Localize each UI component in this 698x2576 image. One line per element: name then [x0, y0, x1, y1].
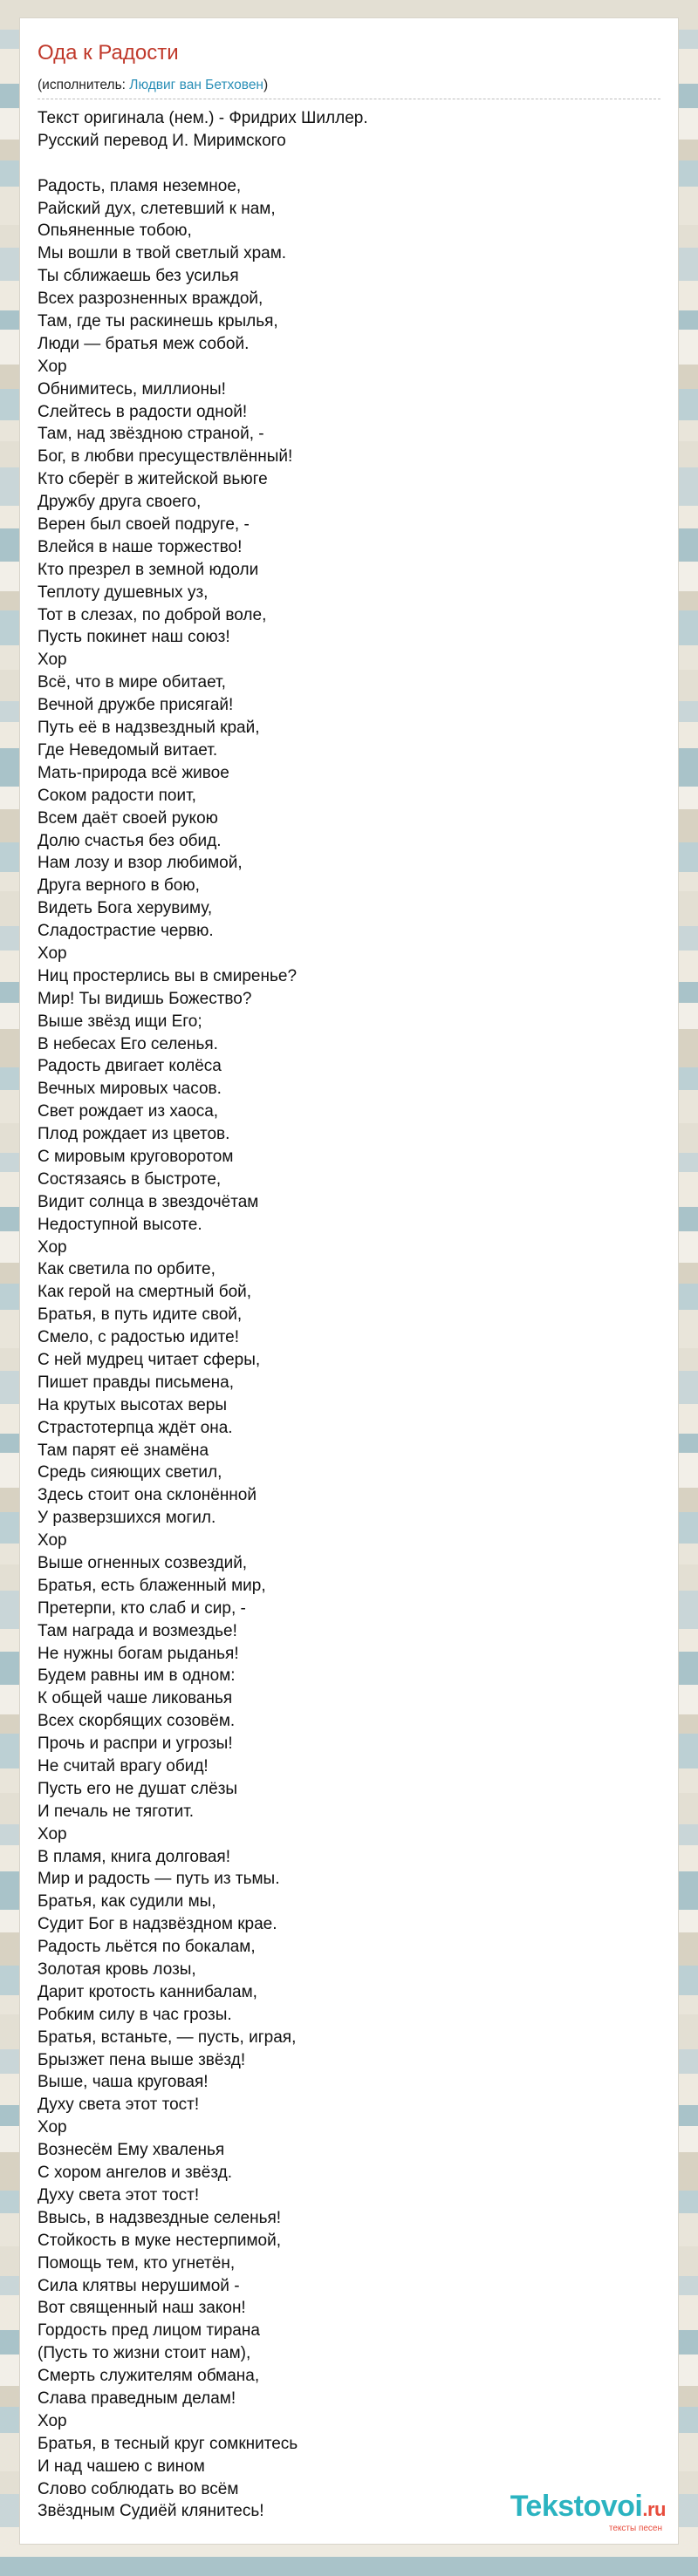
lyric-line: Там парят её знамёна — [38, 1441, 209, 1460]
lyric-line: Где Неведомый витает. — [38, 740, 218, 760]
lyric-line: Мир и радость — путь из тьмы. — [38, 1870, 280, 1889]
logo-brand — [510, 2491, 666, 2525]
performer-prefix: (исполнитель: — [38, 78, 130, 92]
lyric-line: Здесь стоит она склонённой — [38, 1486, 257, 1505]
lyric-line: В пламя, книга долговая! — [38, 1847, 230, 1866]
lyric-line: И над чашею с вином — [38, 2457, 205, 2476]
logo-brand-name: Tekstovoi — [510, 2490, 643, 2523]
lyric-line: Видит солнца в звездочётам — [38, 1192, 259, 1211]
logo-tld: .ru — [642, 2498, 666, 2520]
lyric-line: Мать-природа всё живое — [38, 763, 229, 782]
lyric-line: Не нужны богам рыданья! — [38, 1644, 239, 1663]
lyric-line: Хор — [38, 1531, 67, 1550]
lyric-line: Хор — [38, 1824, 67, 1843]
lyric-line: Кто сберёг в житейской вьюге — [38, 470, 268, 489]
lyric-line: Верен был своей подруге, - — [38, 515, 250, 535]
lyric-line: К общей чаше ликованья — [38, 1689, 233, 1708]
lyric-line: Помощь тем, кто угнетён, — [38, 2253, 236, 2273]
lyric-line: Слейтесь в радости одной! — [38, 402, 248, 421]
lyric-line: Хор — [38, 944, 67, 963]
lyric-line — [38, 153, 368, 175]
lyric-line: Люди — братья меж собой. — [38, 334, 250, 353]
lyric-line: Всё, что в мире обитает, — [38, 673, 226, 692]
performer-suffix: ) — [263, 78, 269, 92]
lyric-line: Страстотерпца ждёт она. — [38, 1418, 233, 1437]
lyric-line: Бог, в любви пресуществлённый! — [38, 447, 293, 467]
lyric-line: Брызжет пена выше звёзд! — [38, 2050, 246, 2069]
lyric-line: Текст оригинала (нем.) - Фридрих Шиллер. — [38, 109, 368, 127]
lyric-line: Вознесём Ему хваленья — [38, 2141, 225, 2160]
lyric-line: Вечной дружбе присягай! — [38, 696, 234, 715]
lyric-line: Братья, в путь идите свой, — [38, 1305, 243, 1325]
lyric-line: Сладострастие червю. — [38, 922, 214, 941]
logo-tagline: тексты песен — [608, 2524, 662, 2533]
lyric-line: С хором ангелов и звёзд. — [38, 2164, 232, 2183]
lyric-line: Смерть служителям обмана, — [38, 2367, 260, 2386]
lyric-line: Братья, как судили мы, — [38, 1892, 216, 1912]
lyric-line: Хор — [38, 2411, 67, 2430]
lyric-line: Состязаясь в быстроте, — [38, 1169, 222, 1189]
lyric-line: Мы вошли в твой светлый храм. — [38, 244, 287, 263]
lyrics-card — [19, 17, 679, 2545]
lyric-line: У разверзшихся могил. — [38, 1509, 216, 1528]
lyric-line: Теплоту душевных уз, — [38, 583, 209, 602]
lyric-line: С ней мудрец читает сферы, — [38, 1350, 261, 1369]
lyric-line: Пишет правды письмена, — [38, 1373, 235, 1392]
lyric-line: Влейся в наше торжество! — [38, 537, 243, 556]
lyric-line: Братья, есть блаженный мир, — [38, 1576, 266, 1595]
lyric-line: Всех скорбящих созовём. — [38, 1712, 236, 1731]
artist-link[interactable]: Людвиг ван Бетховен — [129, 78, 263, 92]
lyric-line: Стойкость в муке нестерпимой, — [38, 2231, 281, 2250]
lyric-line: Там награда и возмездье! — [38, 1621, 237, 1640]
lyric-line: Дарит кротость каннибалам, — [38, 1982, 257, 2001]
performer-line — [38, 78, 268, 93]
lyric-line: Будем равны им в одном: — [38, 1666, 236, 1686]
lyric-line: Духу света этот тост! — [38, 2096, 200, 2115]
lyric-line: Там, над звёздною страной, - — [38, 425, 264, 444]
lyric-line: Золотая кровь лозы, — [38, 1960, 196, 1980]
lyric-line: Пусть его не душат слёзы — [38, 1779, 238, 1798]
site-logo[interactable] — [510, 2491, 666, 2533]
lyric-line: Выше огненных созвездий, — [38, 1554, 248, 1572]
lyric-line: Русский перевод И. Миримского — [38, 131, 286, 150]
lyric-line: Смело, с радостью идите! — [38, 1328, 239, 1347]
lyric-line: Выше звёзд ищи Его; — [38, 1012, 202, 1031]
lyric-line: Дружбу друга своего, — [38, 493, 202, 512]
lyric-line: На крутых высотах веры — [38, 1395, 227, 1414]
lyric-line: Слово соблюдать во всём — [38, 2479, 239, 2498]
lyric-line: Пусть покинет наш союз! — [38, 628, 230, 647]
lyric-line: Долю счастья без обид. — [38, 831, 222, 850]
lyric-line: Вечных мировых часов. — [38, 1080, 222, 1099]
lyric-line: Хор — [38, 1237, 67, 1257]
lyric-line: Недоступной высоте. — [38, 1215, 202, 1234]
lyric-line: Хор — [38, 651, 67, 670]
lyric-line: Всем даёт своей рукою — [38, 808, 218, 828]
lyric-line: Судит Бог в надзвёздном крае. — [38, 1915, 277, 1934]
lyric-line: Радость льётся по бокалам, — [38, 1938, 256, 1957]
lyric-line: Друга верного в бою, — [38, 876, 200, 896]
lyric-line: Соком радости поит, — [38, 786, 196, 805]
lyric-line: Ниц простерлись вы в смиренье? — [38, 966, 298, 985]
lyric-line: (Пусть то жизни стоит нам), — [38, 2344, 251, 2363]
lyric-line: Как светила по орбите, — [38, 1260, 216, 1279]
lyric-line: Сила клятвы нерушимой - — [38, 2276, 240, 2295]
lyric-line: Радость, пламя неземное, — [38, 176, 242, 195]
lyric-line: Вот священный наш закон! — [38, 2299, 246, 2318]
lyric-line: Робким силу в час грозы. — [38, 2005, 232, 2024]
lyric-line: Видеть Бога херувиму, — [38, 899, 213, 918]
lyric-line: Свет рождает из хаоса, — [38, 1102, 219, 1121]
lyric-line: Мир! Ты видишь Божество? — [38, 989, 252, 1008]
song-title: Ода к Радости — [38, 41, 179, 65]
lyric-line: Тот в слезах, по доброй воле, — [38, 605, 267, 624]
lyric-line: Всех разрозненных враждой, — [38, 290, 263, 309]
lyric-line: Братья, в тесный круг сомкнитесь — [38, 2434, 298, 2453]
lyric-line: Обнимитесь, миллионы! — [38, 379, 226, 399]
lyric-line: Путь её в надзвездный край, — [38, 719, 260, 738]
lyric-line: Не считай врагу обид! — [38, 1757, 209, 1776]
lyric-line: Ввысь, в надзвездные селенья! — [38, 2208, 282, 2227]
lyric-line: С мировым круговоротом — [38, 1147, 234, 1166]
lyric-line: Духу света этот тост! — [38, 2185, 200, 2205]
lyric-line: И печаль не тяготит. — [38, 1802, 195, 1821]
lyric-line: Слава праведным делам! — [38, 2389, 236, 2408]
lyric-line: Нам лозу и взор любимой, — [38, 854, 243, 873]
lyric-line: Хор — [38, 357, 67, 376]
lyric-line: Претерпи, кто слаб и сир, - — [38, 1598, 246, 1618]
lyric-line: Райский дух, слетевший к нам, — [38, 199, 276, 218]
lyric-line: Средь сияющих светил, — [38, 1463, 222, 1482]
lyric-line: Звёздным Судиёй клянитесь! — [38, 2502, 264, 2521]
lyrics-text — [38, 107, 368, 2523]
lyric-line: Кто презрел в земной юдоли — [38, 560, 259, 579]
lyric-line: Опьяненные тобою, — [38, 221, 192, 241]
lyric-line: Выше, чаша круговая! — [38, 2073, 209, 2092]
lyric-line: Ты сближаешь без усилья — [38, 267, 239, 286]
lyric-line: Плод рождает из цветов. — [38, 1125, 230, 1144]
lyric-line: Как герой на смертный бой, — [38, 1283, 252, 1302]
lyric-line: Гордость пред лицом тирана — [38, 2321, 260, 2341]
lyric-line: Радость двигает колёса — [38, 1057, 222, 1076]
lyric-line: Там, где ты раскинешь крылья, — [38, 312, 278, 331]
lyric-line: Прочь и распри и угрозы! — [38, 1734, 233, 1754]
lyric-line: Хор — [38, 2118, 67, 2137]
lyric-line: Братья, встаньте, — пусть, играя, — [38, 2027, 297, 2047]
lyric-line: В небесах Его селенья. — [38, 1034, 218, 1053]
